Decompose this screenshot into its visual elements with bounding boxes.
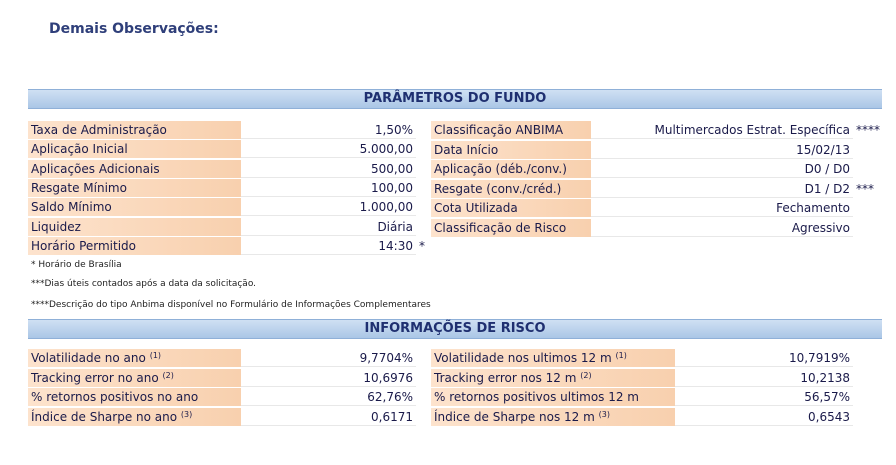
risco-right-label-text: Tracking error nos 12 m [434,370,577,385]
param-right-row [431,141,893,160]
param-left-row [28,140,456,159]
param-left-label-text: Saldo Mínimo [31,200,112,215]
param-left-value: 100,00 [241,179,416,197]
param-right-row [431,219,893,238]
risco-right-label-text: Volatilidade nos ultimos 12 m [434,351,612,365]
risco-right-value: 56,57% [675,388,853,406]
param-left-label [28,237,241,255]
risco-left-footnote-ref: (2) [162,370,174,380]
risco-right-footnote-ref: (1) [615,351,627,360]
param-right-label [431,199,591,217]
param-right-value: 15/02/13 [591,141,853,159]
param-right-value: Agressivo [591,219,853,237]
param-left-label-text: Aplicação Inicial [31,142,128,157]
param-left-label-text: Taxa de Administração [31,123,167,137]
param-right-value: D0 / D0 [591,160,853,178]
risco-left-label [28,369,241,387]
note-anbima: ****Descrição do tipo Anbima disponível no Formulário de Informações Complementares [31,300,431,310]
observacoes-title: Demais Observações: [49,21,219,37]
risco-right-row [431,369,893,388]
risco-right-label [431,388,675,406]
note-horario: * Horário de Brasília [31,260,122,270]
risco-left-value: 10,6976 [241,369,416,387]
param-right-value: Fechamento [591,199,853,217]
risco-left-footnote-ref: (3) [180,409,193,419]
param-left-label-text: Horário Permitido [31,238,137,253]
param-right-label [431,121,591,139]
param-right-row [431,199,893,218]
param-left-row [28,179,456,198]
param-left-value: 14:30 [241,237,416,255]
parametros-header: PARÂMETROS DO FUNDO [28,89,882,109]
param-right-label [431,180,591,198]
risco-left-row [28,408,456,427]
risco-left-label-text: Volatilidade no ano [31,351,146,365]
risco-left-label [28,408,241,426]
risco-left-row [28,349,456,368]
risco-right-label-text: % retornos positivos ultimos 12 m [434,390,639,404]
risco-right-value: 10,2138 [675,369,853,387]
risco-left-label-text: % retornos positivos no ano [31,390,199,404]
risco-header: INFORMAÇÕES DE RISCO [28,319,882,339]
risco-left-label-text: Índice de Sharpe no ano [31,409,178,424]
param-right-label [431,219,591,237]
param-left-label-text: Liquidez [31,219,81,234]
param-left-value: 1.000,00 [241,198,416,216]
risco-right-row [431,349,893,368]
risco-right-label [431,369,675,387]
risco-right-value: 0,6543 [675,408,853,426]
param-left-label [28,179,241,197]
param-right-row [431,180,893,199]
param-right-value: Multimercados Estrat. Específica [591,121,853,139]
risco-left-row [28,369,456,388]
risco-right-row [431,388,893,407]
param-left-label [28,140,241,158]
param-right-mark: **** [856,123,880,137]
param-left-value: Diária [241,218,416,236]
param-right-row [431,121,893,140]
param-right-label-text: Classificação ANBIMA [434,123,564,137]
param-right-label [431,160,591,178]
param-left-label-text: Resgate Mínimo [31,180,127,195]
risco-left-label-text: Tracking error no ano [31,370,159,385]
param-right-label [431,141,591,159]
risco-left-footnote-ref: (1) [149,351,162,360]
param-right-row [431,160,893,179]
param-left-row [28,237,456,256]
risco-right-footnote-ref: (3) [598,409,610,419]
param-right-label-text: Resgate (conv./créd.) [434,181,562,196]
risco-right-label [431,349,675,367]
param-right-label-text: Classificação de Risco [434,220,567,235]
risco-left-label [28,349,241,367]
risco-right-label-text: Índice de Sharpe nos 12 m [434,409,595,424]
param-left-row [28,218,456,237]
note-dias-uteis: ***Dias úteis contados após a data da solicitação. [31,279,257,289]
risco-right-row [431,408,893,427]
param-left-row [28,198,456,217]
param-right-label-text: Data Início [434,142,499,157]
risco-left-row [28,388,456,407]
risco-right-label [431,408,675,426]
param-left-label [28,218,241,236]
param-left-value: 500,00 [241,160,416,178]
param-right-label-text: Cota Utilizada [434,201,518,215]
param-left-value: 5.000,00 [241,140,416,158]
risco-right-footnote-ref: (2) [580,370,592,380]
param-right-value: D1 / D2 [591,180,853,198]
risco-right-value: 10,7919% [675,349,853,367]
param-left-value: 1,50% [241,121,416,139]
risco-left-label [28,388,241,406]
param-right-mark: *** [856,181,874,196]
param-left-label [28,198,241,216]
param-left-row [28,121,456,140]
param-right-label-text: Aplicação (déb./conv.) [434,162,567,176]
param-left-label [28,160,241,178]
risco-left-value: 0,6171 [241,408,416,426]
risco-left-value: 62,76% [241,388,416,406]
param-left-label [28,121,241,139]
risco-left-value: 9,7704% [241,349,416,367]
param-left-mark: * [419,238,425,253]
param-left-label-text: Aplicações Adicionais [31,161,160,176]
param-left-row [28,160,456,179]
